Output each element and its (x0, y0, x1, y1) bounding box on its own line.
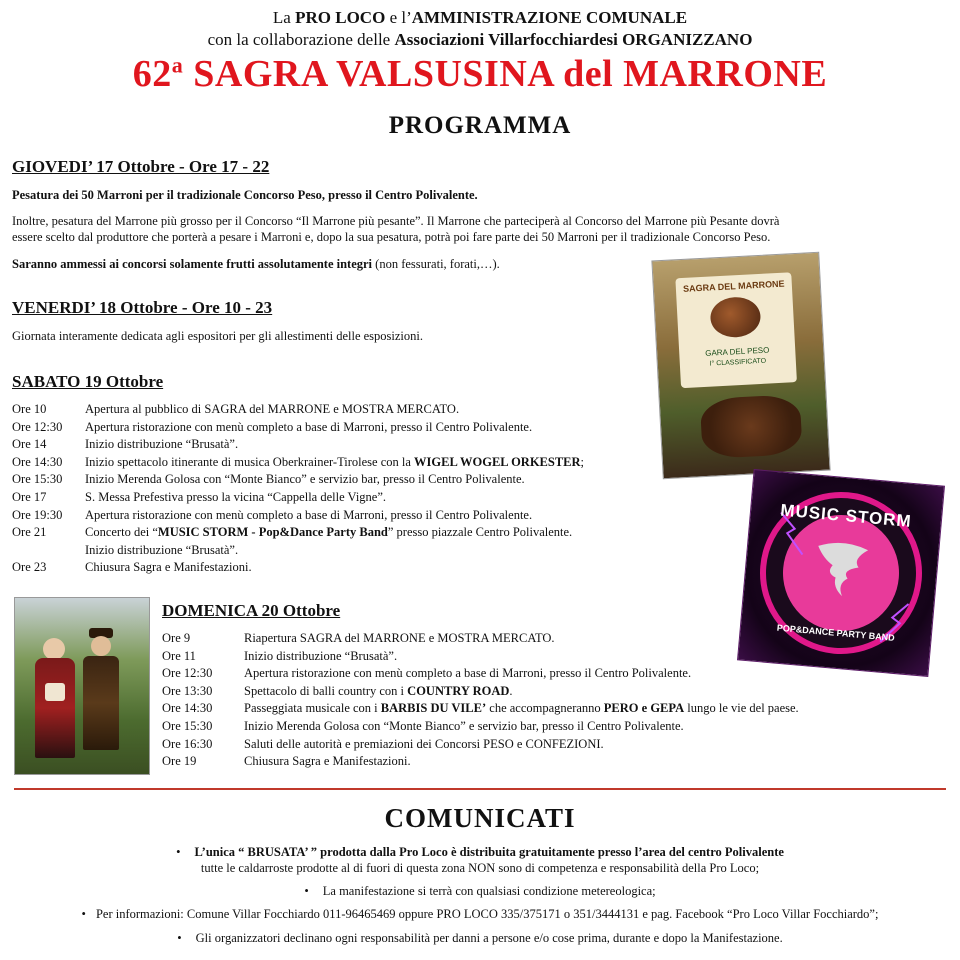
schedule-description: Inizio spettacolo itinerante di musica Oberkrainer-Tirolese con la (85, 454, 415, 469)
header-line-1 (0, 8, 960, 28)
schedule-row (162, 700, 799, 716)
schedule-performer: COUNTRY ROAD (407, 683, 510, 698)
schedule-description: . (509, 683, 513, 698)
schedule-description: Saluti delle autorità e premiazioni dei Concorsi PESO e CONFEZIONI. (244, 736, 604, 751)
thursday-p1-text: Pesatura dei 50 Marroni per il tradizionale Concorso Peso, presso il Centro Polivalente. (12, 188, 478, 202)
band-subtitle-text: POP&DANCE PARTY BAND (776, 622, 896, 643)
notice-4 (0, 930, 960, 946)
schedule-row (12, 454, 584, 470)
schedule-time: Ore 12:30 (162, 666, 213, 681)
schedule-row (162, 683, 513, 699)
notice-2-text: La manifestazione si terrà con qualsiasi condizione metereologica; (322, 884, 656, 898)
thursday-p2-line-2: essere scelto dal produttore che porterà a pesare i Marroni e, dopo la sua pesatura, potrà poi fare parte dei 50 Marroni per il tradizionale Concorso Peso. (12, 230, 771, 244)
comunicati-heading: COMUNICATI (384, 803, 576, 833)
header-amministrazione: AMMINISTRAZIONE COMUNALE (411, 8, 688, 27)
header-proloco: PRO LOCO (295, 8, 386, 27)
friday-heading: VENERDI’ 18 Ottobre - Ore 10 - 23 (12, 298, 273, 317)
schedule-time: Ore 14:30 (12, 454, 63, 469)
header-associazioni: Associazioni Villarfocchiardesi ORGANIZZANO (394, 30, 753, 49)
costumed-couple-photo (14, 597, 150, 775)
schedule-description: ” presso piazzale Centro Polivalente. (387, 525, 573, 540)
schedule-description: Chiusura Sagra e Manifestazioni. (244, 754, 411, 769)
schedule-time: Ore 11 (162, 648, 196, 663)
notice-1-line-1: L’unica “ BRUSATA’ ” prodotta dalla Pro Loco è distribuita gratuitamente presso l’area del centro Polivalente (194, 845, 784, 859)
schedule-time: Ore 14:30 (162, 701, 213, 716)
schedule-row (12, 507, 532, 523)
schedule-description: Concerto dei “ (85, 525, 158, 540)
chestnut-basket-icon (700, 394, 803, 459)
thursday-paragraph-2 (12, 213, 952, 245)
schedule-row (12, 559, 252, 575)
schedule-performer: BARBIS DU VILE’ (380, 701, 487, 716)
schedule-row (12, 471, 525, 487)
schedule-description: ; (580, 454, 585, 469)
schedule-row (12, 401, 459, 417)
schedule-time: Ore 16:30 (162, 736, 213, 751)
section-divider (14, 788, 946, 790)
schedule-row (162, 630, 555, 646)
sunday-heading: DOMENICA 20 Ottobre (162, 601, 341, 620)
bullet-icon: • (81, 907, 86, 921)
schedule-description: lungo le vie del paese. (684, 701, 799, 716)
schedule-description: Apertura al pubblico di SAGRA del MARRONE e MOSTRA MERCATO. (85, 402, 460, 416)
person-head (43, 638, 65, 660)
man-costume (83, 656, 119, 750)
schedule-row (162, 648, 397, 664)
friday-paragraph: Giornata interamente dedicata agli espositori per gli allestimenti delle esposizioni. (12, 329, 423, 343)
schedule-description: che accompagneranno (486, 701, 604, 716)
thursday-p3-bold: Saranno ammessi ai concorsi solamente frutti assolutamente integri (12, 257, 373, 271)
schedule-description: Apertura ristorazione con menù completo a base di Marroni, presso il Centro Polivalente. (244, 666, 692, 681)
notice-3 (0, 906, 960, 922)
schedule-time: Ore 12:30 (12, 419, 63, 434)
title-text: SAGRA VALSUSINA del MARRONE (183, 53, 828, 95)
schedule-row (162, 736, 604, 752)
header-text: e l’ (385, 8, 412, 27)
thursday-p2-line-1: Inoltre, pesatura del Marrone più grosso per il Concorso “Il Marrone più pesante”. Il Marrone che parteciperà al Concorso del Marrone più Pesante dovrà (12, 214, 780, 228)
bullet-icon: • (177, 931, 182, 945)
bullet-icon: • (304, 884, 309, 898)
schedule-time: Ore 15:30 (162, 719, 213, 733)
schedule-description: Inizio distribuzione “Brusatà”. (85, 542, 239, 557)
schedule-description: Apertura ristorazione con menù completo a base di Marroni, presso il Centro Polivalente. (85, 507, 533, 522)
schedule-time: Ore 10 (12, 402, 47, 416)
music-storm-logo (737, 469, 945, 677)
title-number: 62 (132, 53, 172, 95)
schedule-row (12, 542, 238, 558)
schedule-row (162, 753, 411, 769)
schedule-performer: WIGEL WOGEL ORKESTER (414, 454, 581, 469)
schedule-time: Ore 14 (12, 437, 47, 452)
schedule-row (12, 419, 532, 435)
schedule-time: Ore 17 (12, 490, 47, 504)
schedule-time: Ore 19 (162, 754, 197, 769)
schedule-performer: PERO e GEPA (603, 701, 685, 716)
thursday-p3-text: (non fessurati, forati,…). (372, 257, 500, 271)
notice-1-line-2: tutte le caldarroste prodotte al di fuori di questa zona NON sono di competenza e responsabilità della Pro Loco; (200, 861, 760, 875)
schedule-row (12, 524, 572, 540)
thursday-paragraph-1 (12, 187, 952, 203)
programma-heading: PROGRAMMA (388, 112, 572, 139)
schedule-description: Riapertura SAGRA del MARRONE e MOSTRA MERCATO. (244, 631, 555, 645)
schedule-description: Inizio distribuzione “Brusatà”. (85, 437, 239, 452)
schedule-performer: MUSIC STORM - Pop&Dance Party Band (157, 525, 388, 540)
chestnut-poster-photo (651, 252, 830, 479)
poster-mid-text: GARA DEL PESO (704, 345, 770, 358)
schedule-time: Ore 15:30 (12, 472, 63, 487)
poster-card (675, 272, 797, 388)
event-title (0, 52, 960, 96)
chestnut-icon (709, 296, 761, 339)
header-line-2 (0, 30, 960, 50)
schedule-time: Ore 19:30 (12, 507, 63, 522)
notice-1 (0, 844, 960, 876)
poster-top-text: SAGRA DEL MARRONE (682, 278, 785, 294)
schedule-row (12, 489, 386, 505)
schedule-time: Ore 9 (162, 631, 191, 645)
header-text: La (272, 8, 296, 27)
saturday-heading: SABATO 19 Ottobre (12, 372, 164, 391)
schedule-time: Ore 23 (12, 560, 47, 575)
schedule-description: S. Messa Prefestiva presso la vicina “Cappella delle Vigne”. (85, 490, 387, 504)
poster-sub-text: I° CLASSIFICATO (709, 357, 767, 368)
schedule-description: Inizio Merenda Golosa con “Monte Bianco” e servizio bar, presso il Centro Polivalente. (85, 472, 525, 487)
band-name-text: MUSIC STORM (779, 500, 913, 531)
schedule-time: Ore 13:30 (162, 683, 213, 698)
schedule-description: Spettacolo di balli country con i (244, 683, 408, 698)
schedule-description: Inizio distribuzione “Brusatà”. (244, 648, 398, 663)
notice-4-text: Gli organizzatori declinano ogni responsabilità per danni a persone e/o cose prima, durante e dopo la Manifestazione. (195, 931, 783, 945)
schedule-description: Chiusura Sagra e Manifestazioni. (85, 560, 252, 575)
schedule-description: Passeggiata musicale con i (244, 701, 381, 716)
header-text: con la collaborazione delle (207, 30, 395, 49)
schedule-row (162, 665, 691, 681)
woman-costume (35, 658, 75, 758)
notice-3-text: Per informazioni: Comune Villar Focchiardo 011-96465469 oppure PRO LOCO 335/375171 o 351/3444131 e pag. Facebook “Pro Loco Villar Focchiardo”; (95, 907, 879, 921)
person-head (91, 636, 111, 656)
schedule-description: Apertura ristorazione con menù completo a base di Marroni, presso il Centro Polivalente. (85, 419, 533, 434)
schedule-description: Inizio Merenda Golosa con “Monte Bianco” e servizio bar, presso il Centro Polivalente. (244, 719, 684, 733)
notice-2 (0, 883, 960, 899)
title-ordinal: a (171, 52, 184, 78)
schedule-row (162, 718, 684, 734)
schedule-row (12, 436, 238, 452)
basket-icon (45, 683, 65, 701)
thursday-heading: GIOVEDI’ 17 Ottobre - Ore 17 - 22 (12, 157, 270, 176)
bullet-icon: • (176, 845, 181, 859)
schedule-time: Ore 21 (12, 525, 47, 540)
